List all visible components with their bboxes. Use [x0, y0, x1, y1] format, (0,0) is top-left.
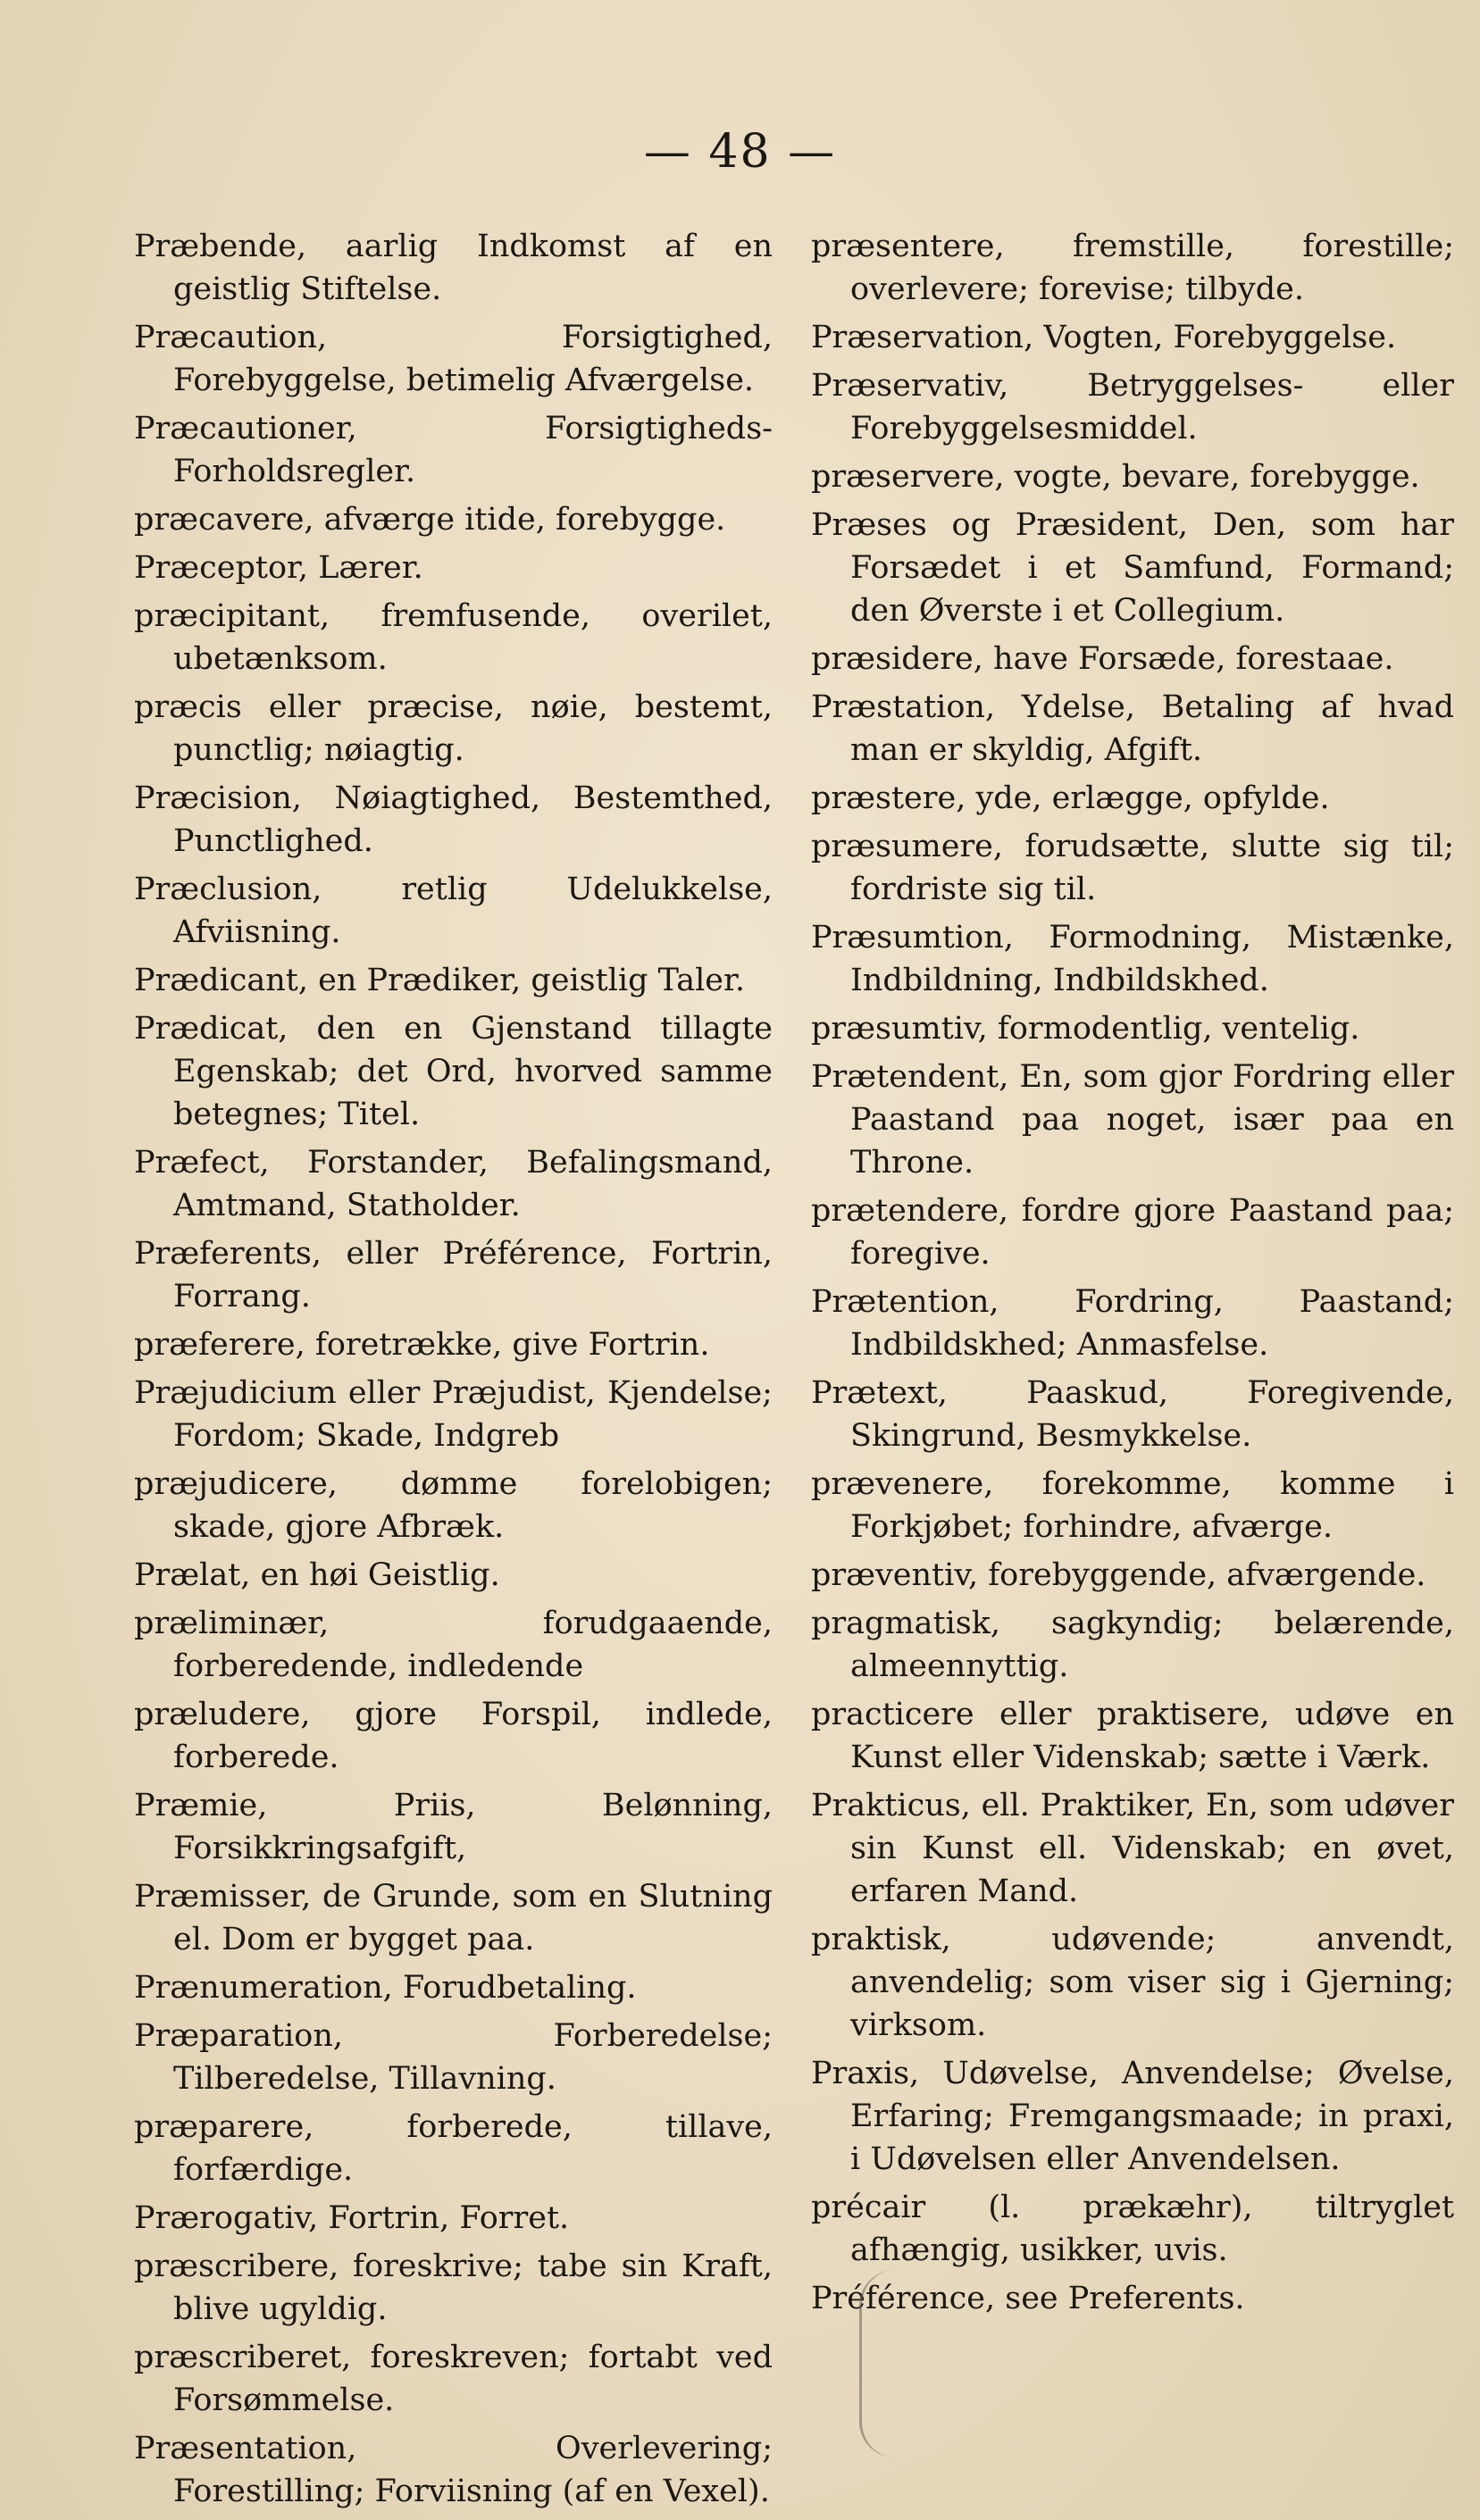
entry-definition: yde, erlægge, opfylde.: [975, 780, 1330, 816]
dictionary-entry: [811, 1784, 1454, 1913]
dictionary-entry: [134, 407, 773, 493]
dictionary-entry: [811, 1372, 1454, 1457]
entry-headword: précair: [811, 2190, 926, 2225]
entry-headword: Præservation,: [811, 320, 1034, 355]
entry-headword: practicere eller praktisere,: [811, 1697, 1270, 1732]
entry-definition: vogte, bevare, forebygge.: [1014, 459, 1420, 495]
entry-headword: præcis eller præcise,: [134, 689, 505, 725]
entry-headword: præsumtiv,: [811, 1011, 988, 1047]
entry-definition: Forberedelse; Tilberedelse, Tillavning.: [173, 2018, 773, 2097]
entry-definition: Lærer.: [318, 550, 423, 586]
entry-headword: Præparation,: [134, 2018, 344, 2054]
entry-definition: eller Préférence, Fortrin, Forrang.: [173, 1236, 773, 1314]
entry-definition: forekomme, komme i Forkjøbet; forhindre, afværge.: [850, 1466, 1454, 1545]
entry-headword: Prætendent,: [811, 1059, 1009, 1095]
entry-definition: en Prædiker, geistlig Taler.: [318, 963, 746, 998]
dictionary-entry: [811, 1281, 1454, 1366]
entry-headword: præstere,: [811, 780, 966, 816]
entry-definition: Fortrin, Forret.: [328, 2200, 570, 2236]
entry-headword: Præferents,: [134, 1236, 322, 1272]
entry-definition: udøvende; anvendt, anvendelig; som viser sig i Gjerning; virksom.: [850, 1922, 1454, 2043]
dictionary-entry: [134, 1602, 773, 1688]
entry-definition: Den, som har Forsædet i et Samfund, Formand; den Øverste i et Collegium.: [850, 507, 1454, 629]
dictionary-entry: [134, 2197, 773, 2240]
entry-definition: aarlig Indkomst af en geistlig Stiftelse.: [173, 229, 773, 307]
dictionary-entry: [811, 1602, 1454, 1688]
dictionary-entry: [134, 1875, 773, 1961]
dictionary-entry: [134, 2106, 773, 2191]
entry-headword: Præsentation,: [134, 2431, 357, 2466]
entry-headword: prætendere,: [811, 1193, 1009, 1229]
dictionary-entry: [134, 547, 773, 589]
entry-headword: præsidere,: [811, 641, 983, 677]
entry-definition: Paaskud, Foregivende, Skingrund, Besmykkelse.: [850, 1375, 1454, 1454]
entry-definition: forudgaaende, forberedende, indledende: [173, 1606, 773, 1684]
entry-definition: foreskreven; fortabt ved Forsømmelse.: [173, 2340, 773, 2418]
dictionary-entry: [134, 1463, 773, 1548]
dictionary-entry: [134, 1372, 773, 1457]
entry-definition: Vogten, Forebyggelse.: [1043, 320, 1397, 355]
entry-definition: Overlevering; Forestilling; Forviisning (af en Vexel).: [173, 2431, 773, 2509]
entry-headword: Præcautioner,: [134, 411, 357, 446]
dictionary-entry: [811, 364, 1454, 450]
entry-headword: Præmisser,: [134, 1879, 312, 1915]
entry-definition: Formodning, Mistænke, Indbildning, Indbildskhed.: [850, 920, 1454, 998]
entry-definition: Nøiagtighed, Bestemthed, Punctlighed.: [173, 780, 773, 859]
entry-definition: Forsigtighed, Forebyggelse, betimelig Afværgelse.: [173, 320, 773, 398]
dictionary-entry: [811, 2052, 1454, 2181]
entry-definition: Forsigtigheds-Forholdsregler.: [173, 411, 773, 489]
dictionary-entry: [811, 455, 1454, 498]
dictionary-entry: [134, 2336, 773, 2422]
entry-definition: Udøvelse, Anvendelse; Øvelse, Erfaring; Fremgangsmaade; in praxi, i Udøvelsen eller Anvendelsen.: [850, 2056, 1454, 2177]
entry-headword: Præbende,: [134, 229, 307, 264]
dictionary-entry: [134, 1784, 773, 1870]
entry-definition: (l. prækæhr), tiltryglet afhængig, usikker, uvis.: [850, 2190, 1454, 2268]
entry-definition: Ydelse, Betaling af hvad man er skyldig, Afgift.: [850, 689, 1454, 768]
entry-headword: prævenere,: [811, 1466, 994, 1502]
dictionary-entry: [811, 1007, 1454, 1050]
entry-definition: en høi Geistlig.: [260, 1557, 500, 1593]
entry-headword: Præclusion,: [134, 872, 322, 907]
entry-definition: gjore Forspil, indlede, forberede.: [173, 1697, 773, 1775]
entry-headword: Præjudicium eller Præjudist,: [134, 1375, 596, 1411]
entry-definition: udøve en Kunst eller Videnskab; sætte i Værk.: [850, 1697, 1454, 1775]
dictionary-entry: [811, 1463, 1454, 1548]
dictionary-entry: [134, 1232, 773, 1318]
entry-headword: Prætext,: [811, 1375, 948, 1411]
entry-definition: Kjendelse; Fordom; Skade, Indgreb: [173, 1375, 773, 1454]
dictionary-entry: [811, 316, 1454, 359]
dictionary-entry: [134, 595, 773, 680]
entry-definition: fremfusende, overilet, ubetænksom.: [173, 598, 773, 677]
entry-headword: præjudicere,: [134, 1466, 338, 1502]
entry-headword: Prænumeration,: [134, 1970, 393, 2006]
entry-definition: de Grunde, som en Slutning el. Dom er bygget paa.: [173, 1879, 773, 1957]
entry-headword: Præceptor,: [134, 550, 309, 586]
page-number: — 48 —: [643, 125, 837, 179]
entry-headword: Præsumtion,: [811, 920, 1014, 955]
entry-headword: Præses og Præsident,: [811, 507, 1188, 543]
entry-headword: præliminær,: [134, 1606, 330, 1641]
entry-definition: foretrække, give Fortrin.: [314, 1327, 710, 1363]
entry-headword: Prædicat,: [134, 1011, 288, 1047]
dictionary-entry: [134, 2015, 773, 2100]
dictionary-entry: [811, 638, 1454, 680]
entry-headword: præparere,: [134, 2109, 314, 2145]
dictionary-entry: [811, 1693, 1454, 1779]
dictionary-entry: [811, 1189, 1454, 1275]
entry-definition: En, som gjor Fordring eller Paastand paa noget, især paa en Throne.: [850, 1059, 1454, 1181]
dictionary-entry: [811, 2277, 1454, 2320]
entry-headword: præcipitant,: [134, 598, 330, 634]
entry-headword: Préférence,: [811, 2281, 996, 2316]
entry-headword: Præservativ,: [811, 368, 1009, 404]
entry-headword: pragmatisk,: [811, 1606, 1001, 1641]
dictionary-entry: [134, 225, 773, 311]
entry-definition: have Forsæde, forestaae.: [993, 641, 1394, 677]
dictionary-entry: [134, 1141, 773, 1227]
dictionary-entry: [811, 686, 1454, 772]
entry-definition: dømme forelobigen; skade, gjore Afbræk.: [173, 1466, 773, 1545]
entry-headword: Prærogativ,: [134, 2200, 319, 2236]
dictionary-entry: [811, 1918, 1454, 2047]
dictionary-entry: [811, 777, 1454, 820]
dictionary-entry: [134, 1966, 773, 2009]
entry-definition: En, som udøver sin Kunst ell. Videnskab; en øvet, erfaren Mand.: [850, 1788, 1454, 1909]
entry-definition: Forudbetaling.: [402, 1970, 637, 2006]
entry-headword: Prædicant,: [134, 963, 308, 998]
entry-headword: Prætention,: [811, 1284, 999, 1320]
dictionary-entry: [134, 1007, 773, 1136]
dictionary-entry: [134, 777, 773, 863]
entry-definition: afværge itide, forebygge.: [323, 502, 726, 538]
entry-headword: præcavere,: [134, 502, 314, 538]
entry-headword: Praxis,: [811, 2056, 920, 2091]
entry-headword: præservere,: [811, 459, 1005, 495]
dictionary-entry: [134, 868, 773, 954]
entry-definition: nøie, bestemt, punctlig; nøiagtig.: [173, 689, 773, 768]
entry-headword: præscriberet,: [134, 2340, 352, 2375]
right-column: [811, 225, 1454, 2325]
left-column: [134, 225, 773, 2518]
entry-definition: Betryggelses- eller Forebyggelsesmiddel.: [850, 368, 1454, 446]
dictionary-entry: [811, 1056, 1454, 1184]
entry-definition: see Preferents.: [1005, 2281, 1245, 2316]
entry-definition: retlig Udelukkelse, Afviisning.: [173, 872, 773, 950]
dictionary-entry: [134, 2245, 773, 2331]
dictionary-entry: [811, 825, 1454, 911]
library-stamp-mark: [859, 2270, 907, 2457]
entry-headword: præludere,: [134, 1697, 311, 1732]
entry-headword: præventiv,: [811, 1557, 979, 1593]
entry-headword: Præstation,: [811, 689, 996, 725]
entry-headword: Præfect,: [134, 1145, 270, 1181]
entry-headword: Prakticus, ell. Praktiker,: [811, 1788, 1196, 1823]
dictionary-entry: [811, 916, 1454, 1002]
entry-definition: fremstille, forestille; overlevere; forevise; tilbyde.: [850, 229, 1454, 307]
entry-headword: præsentere,: [811, 229, 1005, 264]
entry-definition: den en Gjenstand tillagte Egenskab; det Ord, hvorved samme betegnes; Titel.: [173, 1011, 773, 1132]
dictionary-entry: [134, 316, 773, 402]
entry-headword: præferere,: [134, 1327, 305, 1363]
entry-definition: foreskrive; tabe sin Kraft, blive ugyldig.: [173, 2249, 773, 2327]
entry-headword: Præcaution,: [134, 320, 328, 355]
entry-headword: Præmie,: [134, 1788, 268, 1823]
entry-definition: sagkyndig; belærende, almeennyttig.: [850, 1606, 1454, 1684]
entry-headword: praktisk,: [811, 1922, 951, 1957]
dictionary-entry: [134, 498, 773, 541]
entry-definition: forberede, tillave, forfærdige.: [173, 2109, 773, 2188]
entry-definition: formodentlig, ventelig.: [997, 1011, 1360, 1047]
entry-definition: forebyggende, afværgende.: [988, 1557, 1426, 1593]
dictionary-entry: [811, 504, 1454, 632]
entry-definition: Fordring, Paastand; Indbildskhed; Anmasfelse.: [850, 1284, 1454, 1363]
dictionary-entry: [134, 1693, 773, 1779]
dictionary-entry: [811, 225, 1454, 311]
dictionary-entry: [134, 2427, 773, 2513]
dictionary-entry: [134, 1323, 773, 1366]
entry-definition: Priis, Belønning, Forsikkringsafgift,: [173, 1788, 773, 1866]
entry-definition: Forstander, Befalingsmand, Amtmand, Statholder.: [173, 1145, 773, 1223]
entry-headword: Præcision,: [134, 780, 302, 816]
entry-headword: Prælat,: [134, 1557, 251, 1593]
dictionary-entry: [134, 686, 773, 772]
dictionary-entry: [134, 1554, 773, 1597]
entry-definition: forudsætte, slutte sig til; fordriste sig til.: [850, 829, 1454, 907]
entry-definition: fordre gjore Paastand paa; foregive.: [850, 1193, 1454, 1272]
dictionary-entry: [134, 959, 773, 1002]
entry-headword: præsumere,: [811, 829, 1004, 864]
entry-headword: præscribere,: [134, 2249, 339, 2284]
dictionary-entry: [811, 2186, 1454, 2272]
dictionary-entry: [811, 1554, 1454, 1597]
